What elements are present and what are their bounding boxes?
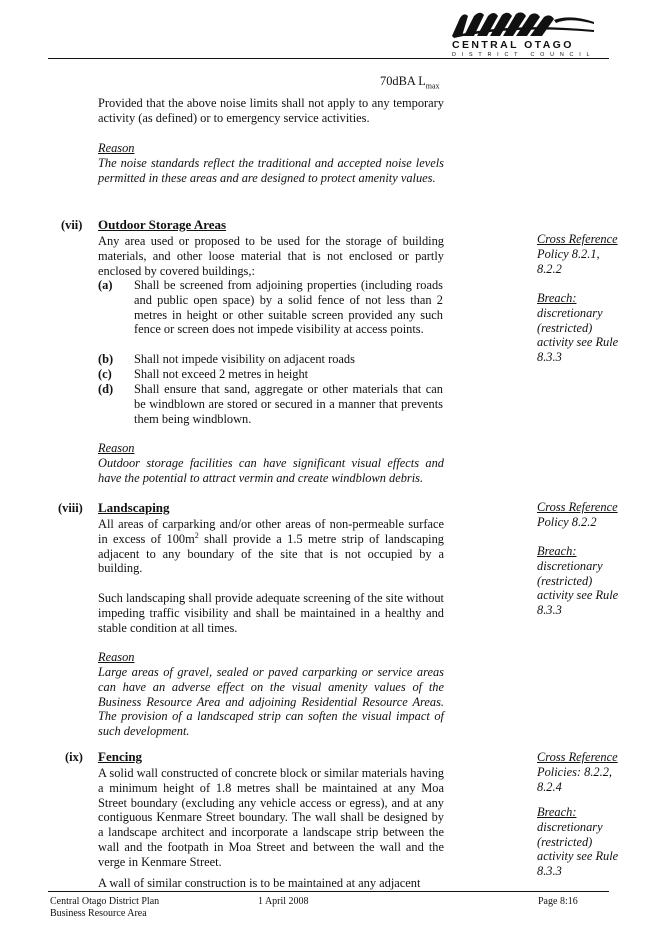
council-logo (448, 8, 598, 56)
section-ix-para1: A solid wall constructed of concrete block or similar materials having a minimum height of 1.8 metres shall be maintained at any Moa Street boundary (excluding any vehicle access or egress), and at any contiguous Kenmare Street boundary. The wall shall be designed by a landscape architect and incorporate a landscape strip between the wall and the footpath in Moa Street and between the wall and the verge in Kenmare Street. (98, 766, 444, 869)
section-number-ix: (ix) (65, 750, 83, 764)
logo-name: CENTRAL OTAGO (452, 39, 574, 51)
noise-value-text: 70dBA L (380, 74, 426, 88)
section-vii-intro: Any area used or proposed to be used for the storage of building materials, and other loose material that is not enclosed or partly enclosed by covered buildings,: (98, 234, 444, 278)
footer-rule (48, 891, 609, 892)
item-label-b: (b) (98, 352, 114, 366)
section-number-vii: (vii) (61, 218, 83, 232)
section-title-viii: Landscaping (98, 500, 170, 515)
section-vii-breach-text: discretionary (restricted) activity see Rule 8.3.3 (537, 306, 619, 364)
para1-pre: All areas of carparking and/or other areas of non-permeable surface in excess of 100m (98, 517, 444, 546)
section-vii-breach-heading: Breach: (537, 291, 577, 305)
footer-doc-title: Central Otago District Plan (50, 896, 160, 907)
item-text-d: Shall ensure that sand, aggregate or other materials that can be windblown are stored or secured in a manner that prevents them being windblown. (134, 382, 443, 426)
item-text-c: Shall not exceed 2 metres in height (134, 367, 309, 381)
section-vii-cross-ref-text: Policy 8.2.1, 8.2.2 (537, 247, 600, 276)
noise-value-subscript: max (425, 81, 440, 91)
footer-page-number: Page 8:16 (538, 896, 578, 907)
section-ix-breach-text: discretionary (restricted) activity see Rule 8.3.3 (537, 820, 619, 878)
header-rule (48, 58, 609, 59)
noise-reason-heading: Reason (98, 141, 135, 155)
section-viii-para1 (98, 517, 444, 576)
section-ix-breach-heading: Breach: (537, 805, 577, 819)
item-text-b: Shall not impede visibility on adjacent roads (134, 352, 355, 366)
footer-date: 1 April 2008 (258, 896, 309, 907)
para1-superscript: 2 (194, 530, 199, 540)
item-text-a: Shall be screened from adjoining properties (including roads and public open space) by a solid fence of not less than 2 metres in height or other suitable screen provided any such fence or screen does not impede visibility at access points. (134, 278, 443, 337)
section-title-ix: Fencing (98, 749, 143, 764)
section-viii-cross-ref-heading: Cross Reference (537, 500, 618, 514)
noise-limit-value (380, 74, 440, 94)
section-viii-breach-text: discretionary (restricted) activity see Rule 8.3.3 (537, 559, 619, 617)
section-vii-reason-text: Outdoor storage facilities can have significant visual effects and have the potential to attract vermin and create windblown debris. (98, 456, 444, 485)
section-viii-reason-heading: Reason (98, 650, 135, 664)
section-viii-breach-heading: Breach: (537, 544, 577, 558)
section-ix-cross-ref-heading: Cross Reference (537, 750, 618, 764)
item-label-c: (c) (98, 367, 112, 381)
section-number-viii: (viii) (58, 501, 83, 515)
section-title-vii: Outdoor Storage Areas (98, 217, 227, 232)
section-vii-cross-ref-heading: Cross Reference (537, 232, 618, 246)
para1-post: shall provide a 1.5 metre strip of landscaping adjacent to any boundary of the site that is not occupied by a building. (98, 531, 444, 576)
logo-subtitle: DISTRICT COUNCIL (452, 52, 596, 58)
section-vii-reason-heading: Reason (98, 441, 135, 455)
section-viii-cross-ref-text: Policy 8.2.2 (537, 515, 597, 529)
noise-proviso: Provided that the above noise limits shall not apply to any temporary activity (as defined) or to emergency service activities. (98, 96, 444, 125)
section-viii-reason-text: Large areas of gravel, sealed or paved carparking or service areas can have an adverse effect on the visual amenity values of the Business Resource Area and adjoining Residential Resource Areas. The provision of a landscaped strip can soften the visual impact of such development. (98, 665, 444, 739)
mountain-logo-icon (450, 8, 596, 38)
section-viii-para2: Such landscaping shall provide adequate screening of the site without impeding traffic visibility and shall be maintained in a healthy and stable condition at all times. (98, 591, 444, 635)
item-label-a: (a) (98, 278, 113, 292)
footer-area: Business Resource Area (50, 908, 147, 919)
item-label-d: (d) (98, 382, 114, 396)
section-ix-cross-ref-text: Policies: 8.2.2, 8.2.4 (537, 765, 613, 794)
section-ix-para2: A wall of similar construction is to be maintained at any adjacent (98, 876, 421, 890)
noise-reason-text: The noise standards reflect the traditional and accepted noise levels permitted in these areas and are designed to protect amenity values. (98, 156, 444, 185)
